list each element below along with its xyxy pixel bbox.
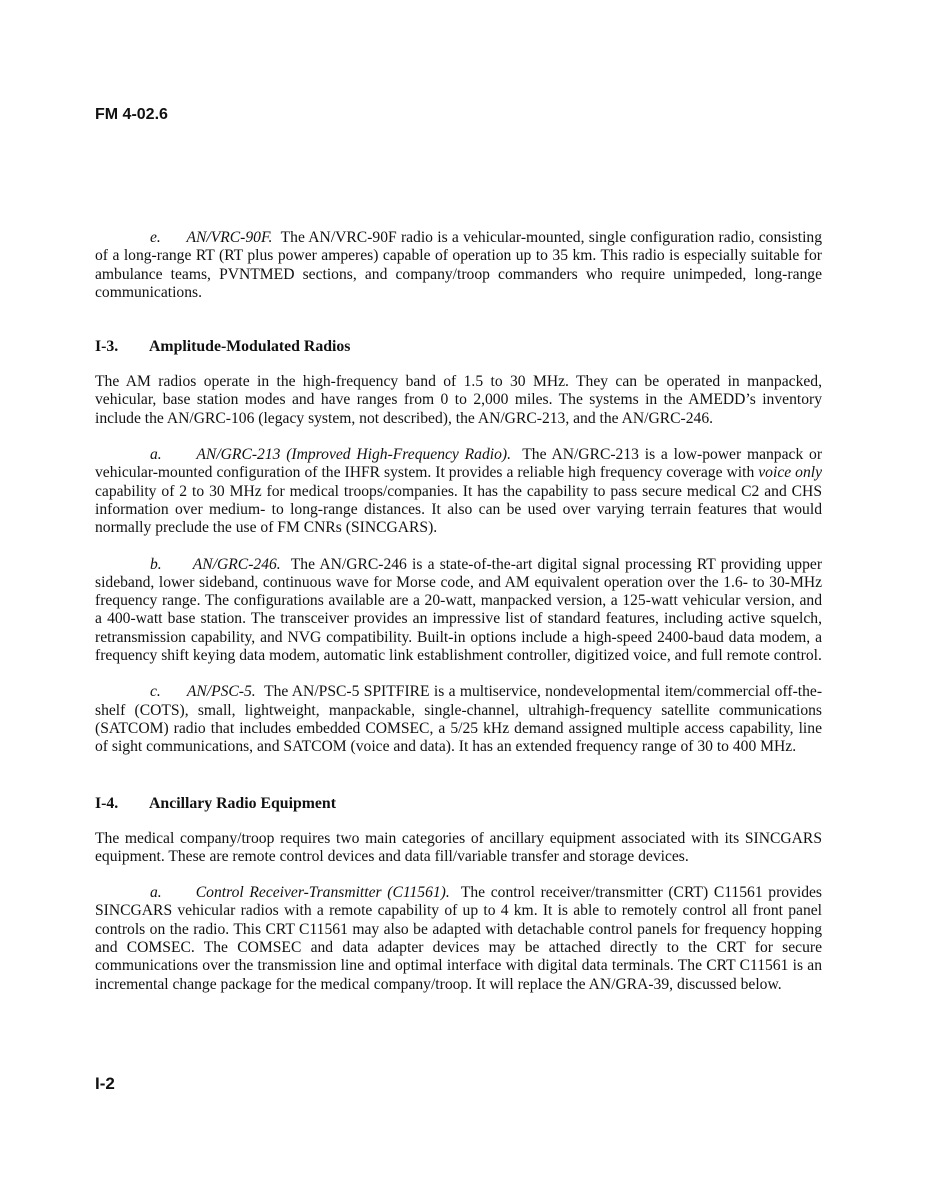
paragraph-b bbox=[95, 556, 822, 666]
paragraph-text: The AN/GRC-213 is a low-power manpack or vehicular-mounted configuration of the IHFR system. It provides a reliable high frequency coverage with bbox=[95, 446, 823, 482]
paragraph-text: The control receiver/transmitter (CRT) C11561 provides SINCGARS vehicular radios with a remote capability of up to 4 km. It is able to remotely control all front panel controls on the radio. This CRT C11561 may also be adapted with detachable control panels for frequency hopping and COMSEC. The COMSEC and data adapter devices may be attached directly to the CRT for secure communications over the transmission line and optimal interface with digital data terminals. The CRT C11561 is an incremental change package for the medical company/troop. It will replace the AN/GRA-39, discussed below. bbox=[95, 884, 822, 993]
paragraph-label: e. bbox=[150, 229, 161, 246]
paragraph-title: AN/GRC-213 bbox=[196, 446, 281, 464]
emphasis-text: voice only bbox=[758, 464, 823, 482]
section-title: Amplitude-Modulated Radios bbox=[149, 338, 351, 356]
paragraph-label: a. bbox=[150, 884, 162, 902]
section-heading-i4 bbox=[95, 794, 822, 814]
paragraph-label: b. bbox=[150, 555, 162, 573]
paragraph-text: The AN/PSC-5 SPITFIRE is a multiservice, nondevelopmental item/commercial off-the-shelf (COTS), small, lightweight, manpackable, single-channel, ultrahigh-frequency satellite communications (SATCOM) radio that includes embedded COMSEC, a 5/25 kHz demand assigned multiple access capability, line of sight communications, and SATCOM (voice and data). It has an extended frequency range of 30 to 400 MHz. bbox=[95, 683, 823, 756]
section-number: I-3. bbox=[95, 338, 119, 356]
paragraph-label: a. bbox=[150, 446, 162, 464]
page-header: FM 4-02.6 bbox=[95, 106, 168, 123]
paragraph-c bbox=[95, 683, 822, 756]
section-intro: The medical company/troop requires two main categories of ancillary equipment associated with its SINCGARS equipment. These are remote control devices and data fill/variable transfer and storage devices. bbox=[95, 829, 822, 865]
paragraph-label: c. bbox=[150, 683, 161, 701]
section-number: I-4. bbox=[95, 794, 119, 812]
paragraph-e bbox=[95, 229, 822, 302]
section-heading-i3 bbox=[95, 337, 822, 357]
paragraph-a bbox=[95, 884, 822, 994]
section-title: Ancillary Radio Equipment bbox=[149, 794, 336, 812]
paragraph-title: Control Receiver-Transmitter (C11561). bbox=[195, 884, 450, 902]
page-body bbox=[95, 229, 822, 994]
paragraph-text: The AN/VRC-90F radio is a vehicular-mounted, single configuration radio, consisting of a long-range RT (RT plus power amperes) capable of operation up to 35 km. This radio is especially suitable for ambulance teams, PVNTMED sections, and company/troop commanders who require unimpeded, long-range communications. bbox=[95, 229, 822, 301]
paragraph-text-continued: capability of 2 to 30 MHz for medical troops/companies. It has the capability to pass secure medical C2 and CHS information over medium- to long-range distances. It also can be used over varying terrain features that would normally preclude the use of FM CNRs (SINCGARS). bbox=[95, 482, 822, 537]
paragraph-title: AN/GRC-246. bbox=[192, 555, 281, 573]
paragraph-text: The AN/GRC-246 is a state-of-the-art digital signal processing RT providing upper sideband, lower sideband, continuous wave for Morse code, and AM equivalent operation over the 1.6- to 30-MHz frequency range. The configurations available are a 20-watt, manpacked version, a 125-watt vehicular version, and a 400-watt base station. The transceiver provides an impressive list of standard features, including active squelch, retransmission capability, and NVG compatibility. Built-in options include a high-speed 2400-baud data modem, a frequency shift keying data modem, automatic link establishment controller, digitized voice, and full remote control. bbox=[95, 555, 823, 665]
paragraph-subtitle-text: (Improved High-Frequency Radio). bbox=[286, 446, 511, 464]
paragraph-a bbox=[95, 446, 822, 537]
section-intro: The AM radios operate in the high-frequency band of 1.5 to 30 MHz. They can be operated in manpacked, vehicular, base station modes and have ranges from 0 to 2,000 miles. The systems in the AMEDD’s inventory include the AN/GRC-106 (legacy system, not described), the AN/GRC-213, and the AN/GRC-246. bbox=[95, 373, 822, 427]
paragraph-subtitle bbox=[286, 446, 511, 463]
page-number: I-2 bbox=[95, 1074, 115, 1093]
paragraph-title: AN/PSC-5. bbox=[186, 683, 256, 701]
paragraph-title: AN/VRC-90F. bbox=[186, 229, 273, 246]
